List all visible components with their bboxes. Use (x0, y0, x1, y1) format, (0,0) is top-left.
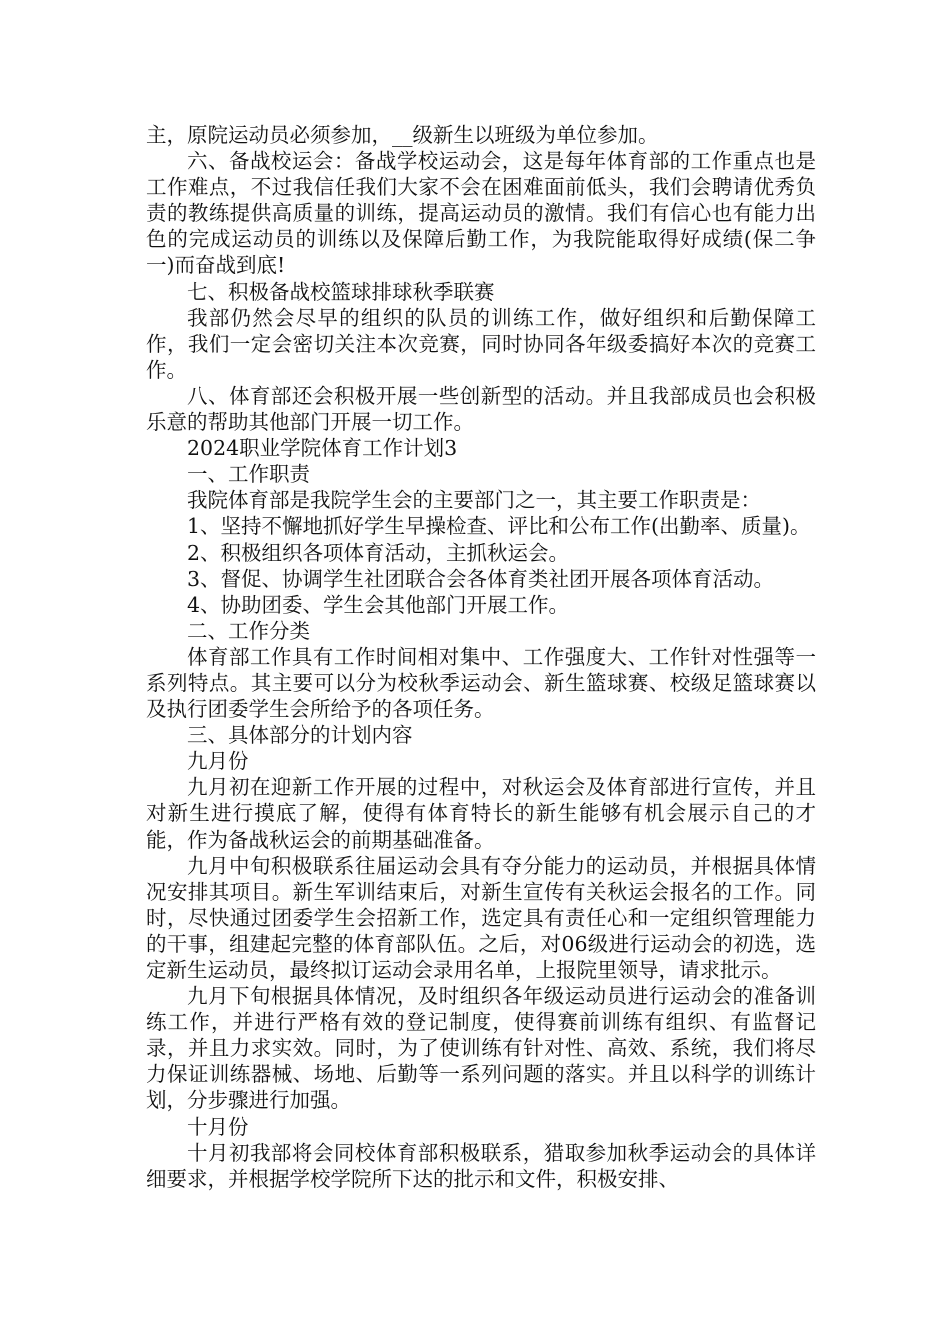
section-heading: 一、工作职责 (187, 462, 310, 487)
paragraph: 六、备战校运会：备战学校运动会，这是每年体育部的工作重点也是工作难点，不过我信任我们大家不会在困难面前低头，我们会聘请优秀负责的教练提供高质量的训练，提高运动员的激情。我们有信心也有能力出色的完成运动员的训练以及保障后勤工作，为我院能取得好成绩(保二争一)而奋战到底! (146, 149, 816, 278)
paragraph: 八、体育部还会积极开展一些创新型的活动。并且我部成员也会积极乐意的帮助其他部门开展一切工作。 (146, 383, 816, 435)
paragraph: 主，原院运动员必须参加，__级新生以班级为单位参加。 (146, 123, 659, 147)
paragraph: 我院体育部是我院学生会的主要部门之一，其主要工作职责是： (187, 488, 761, 513)
paragraph: 九月下旬根据具体情况，及时组织各年级运动员进行运动会的准备训练工作，并进行严格有效的登记制度，使得赛前训练有组织、有监督记录，并且力求实效。同时，为了使训练有针对性、高效、系统，我们将尽力保证训练器械、场地、后勤等一系列问题的落实。并且以科学的训练计划，分步骤进行加强。 (146, 984, 816, 1113)
paragraph: 十月初我部将会同校体育部积极联系，猎取参加秋季运动会的具体详细要求，并根据学校学院所下达的批示和文件，积极安排、 (146, 1140, 816, 1191)
paragraph: 我部仍然会尽早的组织的队员的训练工作，做好组织和后勤保障工作，我们一定会密切关注本次竞赛，同时协同各年级委搞好本次的竞赛工作。 (146, 305, 816, 382)
paragraph: 九月中旬积极联系往届运动会具有夺分能力的运动员，并根据具体情况安排其项目。新生军训结束后，对新生宣传有关秋运会报名的工作。同时，尽快通过团委学生会招新工作，选定具有责任心和一定组织管理能力的干事，组建起完整的体育部队伍。之后，对06级进行运动会的初选，选定新生运动员，最终拟订运动会录用名单，上报院里领导，请求批示。 (146, 853, 816, 982)
section-heading: 三、具体部分的计划内容 (187, 723, 413, 748)
list-item: 1、坚持不懈地抓好学生早操检查、评比和公布工作(出勤率、质量)。 (187, 514, 811, 539)
document-body (146, 122, 816, 1192)
list-item: 4、协助团委、学生会其他部门开展工作。 (187, 592, 570, 617)
paragraph: 九月初在迎新工作开展的过程中，对秋运会及体育部进行宣传，并且对新生进行摸底了解，使得有体育特长的新生能够有机会展示自己的才能，作为备战秋运会的前期基础准备。 (146, 775, 816, 852)
paragraph: 体育部工作具有工作时间相对集中、工作强度大、工作针对性强等一系列特点。其主要可以分为校秋季运动会、新生篮球赛、校级足篮球赛以及执行团委学生会所给予的各项任务。 (146, 644, 816, 722)
month-heading: 九月份 (187, 749, 249, 774)
document-title: 2024职业学院体育工作计划3 (187, 436, 458, 461)
month-heading: 十月份 (187, 1114, 249, 1139)
list-item: 2、积极组织各项体育活动，主抓秋运会。 (187, 540, 570, 565)
section-heading: 二、工作分类 (187, 618, 310, 643)
list-item: 3、督促、协调学生社团联合会各体育类社团开展各项体育活动。 (187, 566, 775, 591)
section-heading: 七、积极备战校篮球排球秋季联赛 (187, 279, 495, 304)
